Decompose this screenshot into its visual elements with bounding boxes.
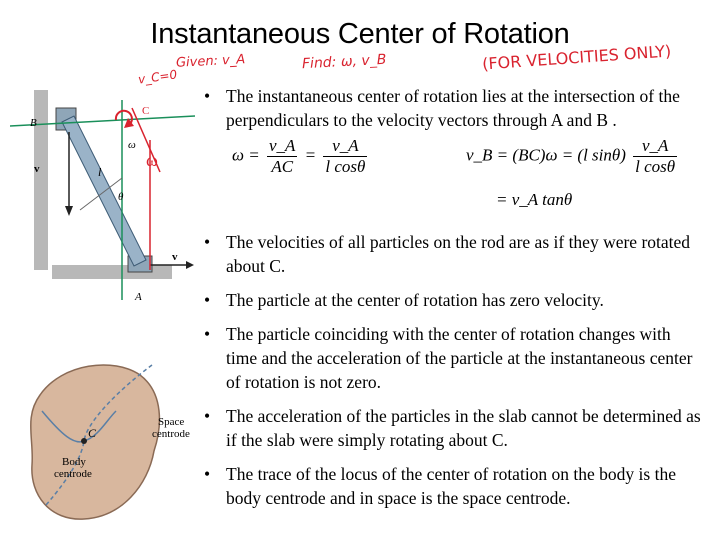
svg-text:centrode: centrode [152,428,190,440]
bullet-4: • The particle coinciding with the center of rotation changes with time and the acceleration of the particle at the instantaneous center of rotation is not zero. [204,324,693,392]
vb-tan-equation: = v_A tanθ [496,190,573,209]
centrode-figure [22,355,202,525]
label-va: v [172,251,178,263]
omega-equation: ω = $\frac{v\_A}{AC}$ = $\frac{v\_A}{\text{l cosθ}}$ [232,136,366,176]
label-omega-red: ω [146,150,158,170]
body-centrode-label: Body [62,456,86,468]
label-c: C [142,105,150,117]
bullet-6: • The trace of the locus of the center of rotation on the body is the body centrode and in space is the space centrode. [204,464,676,508]
bullet-3: • The particle at the center of rotation has zero velocity. [204,290,604,310]
bullet-2: • The velocities of all particles on the rod are as if they were rotated about C. [204,232,691,276]
handwritten-vc: v_C=0 [137,67,178,87]
label-a: A [135,291,142,303]
rod-figure [10,60,195,310]
label-vb: v [34,163,40,175]
handwritten-note: (FOR VELOCITIES ONLY) [481,41,672,74]
vb-equation: v_B = (BC)ω = (l sinθ) $\frac{v\_A}{\text{l cosθ}}$ [466,136,676,176]
label-l: l [98,165,102,179]
handwritten-given: Given: v_A [175,52,246,71]
bullet-1: • The instantaneous center of rotation lies at the intersection of the perpendiculars to the velocity vectors through A and B . [204,86,680,130]
bullet-5: • The acceleration of the particles in the slab cannot be determined as if the slab were simply rotating about C. [204,406,701,450]
label-omega-small: ω [128,139,136,151]
handwritten-find: Find: ω, v_B [301,51,387,73]
space-centrode-label: Space [158,416,185,428]
label-b: B [30,117,37,129]
label-theta: θ [118,191,124,203]
slab-label-c: C [88,426,97,440]
page-title: Instantaneous Center of Rotation [150,18,570,50]
svg-text:centrode: centrode [54,468,92,480]
